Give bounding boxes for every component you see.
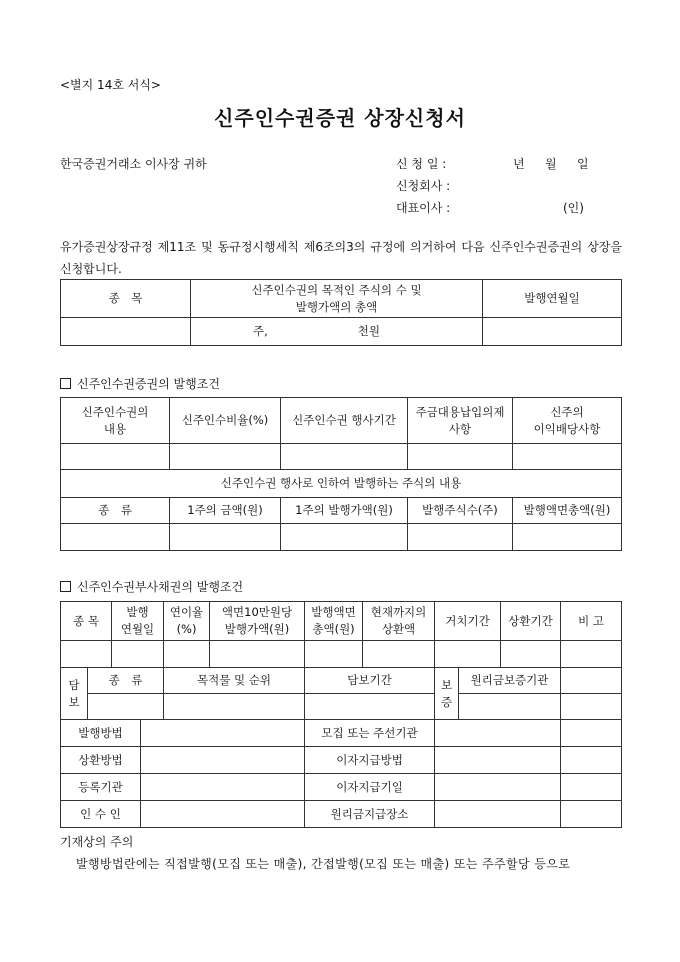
header-line: 액면10만원당	[221, 605, 293, 619]
header-dividend	[513, 398, 622, 444]
checkbox-icon	[60, 378, 71, 389]
input-cell[interactable]	[61, 524, 170, 551]
header-collateral-period: 담보기간	[305, 668, 435, 694]
input-cell[interactable]	[561, 774, 622, 801]
addressee: 한국증권거래소 이사장 귀하	[60, 157, 207, 171]
input-cell[interactable]	[170, 444, 281, 470]
input-cell[interactable]	[281, 444, 408, 470]
shares-unit: 주,	[253, 324, 268, 338]
bond-conditions-table	[60, 601, 622, 828]
seal-mark: (인)	[563, 201, 584, 215]
input-cell[interactable]	[305, 641, 363, 668]
input-cell[interactable]	[141, 720, 305, 747]
header-line: 발행액면	[311, 605, 356, 619]
header-line: 발행가액(원)	[224, 622, 290, 636]
input-cell[interactable]	[281, 524, 408, 551]
header-collateral-type: 종 류	[88, 668, 164, 694]
label-char: 보	[68, 694, 80, 709]
listing-table	[60, 279, 622, 346]
label-interest-method: 이자지급방법	[305, 747, 435, 774]
amount-unit: 천원	[357, 324, 380, 338]
header-line: (%)	[176, 622, 197, 636]
ceo-label: 대표이사 :	[396, 201, 451, 215]
input-cell[interactable]	[408, 444, 513, 470]
header-exercise-period: 신주인수권 행사기간	[281, 398, 408, 444]
cell-shares[interactable]	[191, 318, 483, 346]
header-issue-date: 발행연월일	[483, 280, 622, 318]
checkbox-icon	[60, 581, 71, 592]
header-line: 발행	[126, 605, 149, 619]
input-cell[interactable]	[435, 801, 561, 828]
page-title: 신주인수권증권 상장신청서	[214, 106, 466, 130]
input-cell[interactable]	[501, 641, 561, 668]
input-cell[interactable]	[210, 641, 305, 668]
guarantee-label	[435, 668, 459, 720]
input-cell[interactable]	[435, 747, 561, 774]
header-type: 종 류	[61, 498, 170, 524]
label-interest-date: 이자지급기일	[305, 774, 435, 801]
input-cell[interactable]	[164, 694, 305, 720]
year-unit: 년	[513, 157, 525, 171]
header-shares-line2: 발행가액의 총액	[295, 299, 378, 314]
input-cell[interactable]	[561, 720, 622, 747]
section2-heading	[60, 578, 243, 595]
date-label: 신 청 일 :	[396, 157, 447, 171]
day-unit: 일	[577, 157, 589, 171]
header-redeemed	[363, 602, 435, 641]
input-cell[interactable]	[112, 641, 164, 668]
section1-heading	[60, 375, 220, 392]
input-cell[interactable]	[435, 720, 561, 747]
input-cell[interactable]	[435, 774, 561, 801]
header-item: 종 목	[61, 602, 112, 641]
label-payment-place: 원리금지급장소	[305, 801, 435, 828]
header-share-count: 발행주식수(주)	[408, 498, 513, 524]
header-line: 상환액	[381, 622, 416, 636]
header-line: 총액(원)	[312, 622, 355, 636]
header-line: 내용	[103, 421, 127, 436]
header-line: 연이율	[169, 605, 204, 619]
notes-title: 기재상의 주의	[60, 835, 134, 849]
input-cell[interactable]	[61, 444, 170, 470]
label-registrar: 등록기관	[61, 774, 141, 801]
header-issue-date	[112, 602, 164, 641]
notes-line: 발행방법란에는 직접발행(모집 또는 매출), 간접발행(모집 또는 매출) 또는 주주할당 등으로	[76, 857, 571, 871]
label-issue-method: 발행방법	[61, 720, 141, 747]
collateral-label	[61, 668, 88, 720]
intro-text: 유가증권상장규정 제11조 및 동규정시행세칙 제6조의3의 규정에 의거하여 다음 신주인수권증권의 상장을 신청합니다.	[60, 240, 622, 276]
label-char: 담	[68, 677, 80, 692]
label-acquirer: 인 수 인	[61, 801, 141, 828]
input-cell[interactable]	[305, 694, 435, 720]
input-cell[interactable]	[88, 694, 164, 720]
cell-item[interactable]	[61, 318, 191, 346]
input-cell[interactable]	[141, 801, 305, 828]
company-label: 신청회사 :	[396, 179, 451, 193]
input-cell[interactable]	[561, 668, 622, 694]
header-line: 연월일	[120, 622, 155, 636]
header-guarantor: 원리금보증기관	[459, 668, 561, 694]
input-cell[interactable]	[170, 524, 281, 551]
label-char: 증	[440, 694, 453, 709]
header-shares-line1: 신주인수권의 목적인 주식의 수 및	[251, 282, 422, 297]
input-cell[interactable]	[408, 524, 513, 551]
input-cell[interactable]	[164, 641, 210, 668]
input-cell[interactable]	[141, 747, 305, 774]
header-warrant-content	[61, 398, 170, 444]
input-cell[interactable]	[561, 641, 622, 668]
section2-title: 신주인수권부사채권의 발행조건	[77, 580, 244, 594]
label-char: 보	[440, 677, 453, 692]
input-cell[interactable]	[61, 641, 112, 668]
form-number: <별지 14호 서식>	[60, 78, 161, 92]
header-remarks: 비 고	[561, 602, 622, 641]
header-collateral-object: 목적물 및 순위	[164, 668, 305, 694]
header-total-par: 발행액면총액(원)	[513, 498, 622, 524]
input-cell[interactable]	[561, 801, 622, 828]
input-cell[interactable]	[513, 524, 622, 551]
header-line: 이익배당사항	[533, 421, 601, 436]
header-issue-price: 1주의 발행가액(원)	[281, 498, 408, 524]
header-redemption-period: 상환기간	[501, 602, 561, 641]
header-line: 사항	[448, 421, 472, 436]
input-cell[interactable]	[435, 641, 501, 668]
warrant-conditions-table	[60, 397, 622, 551]
header-line: 신주인수권의	[81, 404, 149, 419]
header-line: 현재까지의	[370, 605, 427, 619]
label-underwriter: 모집 또는 주선기관	[305, 720, 435, 747]
cell-issue-date[interactable]	[483, 318, 622, 346]
header-line: 주금대용납입의제	[415, 404, 505, 419]
header-par: 1주의 금액(원)	[170, 498, 281, 524]
input-cell[interactable]	[561, 694, 622, 720]
header-shares	[191, 280, 483, 318]
input-cell[interactable]	[459, 694, 561, 720]
month-unit: 월	[545, 157, 557, 171]
header-ratio: 신주인수비율(%)	[170, 398, 281, 444]
header-total-par	[305, 602, 363, 641]
header-rate	[164, 602, 210, 641]
header-line: 신주의	[550, 404, 584, 419]
section1-title: 신주인수권증권의 발행조건	[77, 377, 220, 391]
input-cell[interactable]	[561, 747, 622, 774]
subtitle: 신주인수권 행사로 인하여 발행하는 주식의 내용	[61, 470, 622, 498]
header-payment	[408, 398, 513, 444]
header-grace-period: 거치기간	[435, 602, 501, 641]
label-redemption-method: 상환방법	[61, 747, 141, 774]
header-price-per-100k	[210, 602, 305, 641]
input-cell[interactable]	[141, 774, 305, 801]
header-item: 종 목	[61, 280, 191, 318]
input-cell[interactable]	[513, 444, 622, 470]
input-cell[interactable]	[363, 641, 435, 668]
